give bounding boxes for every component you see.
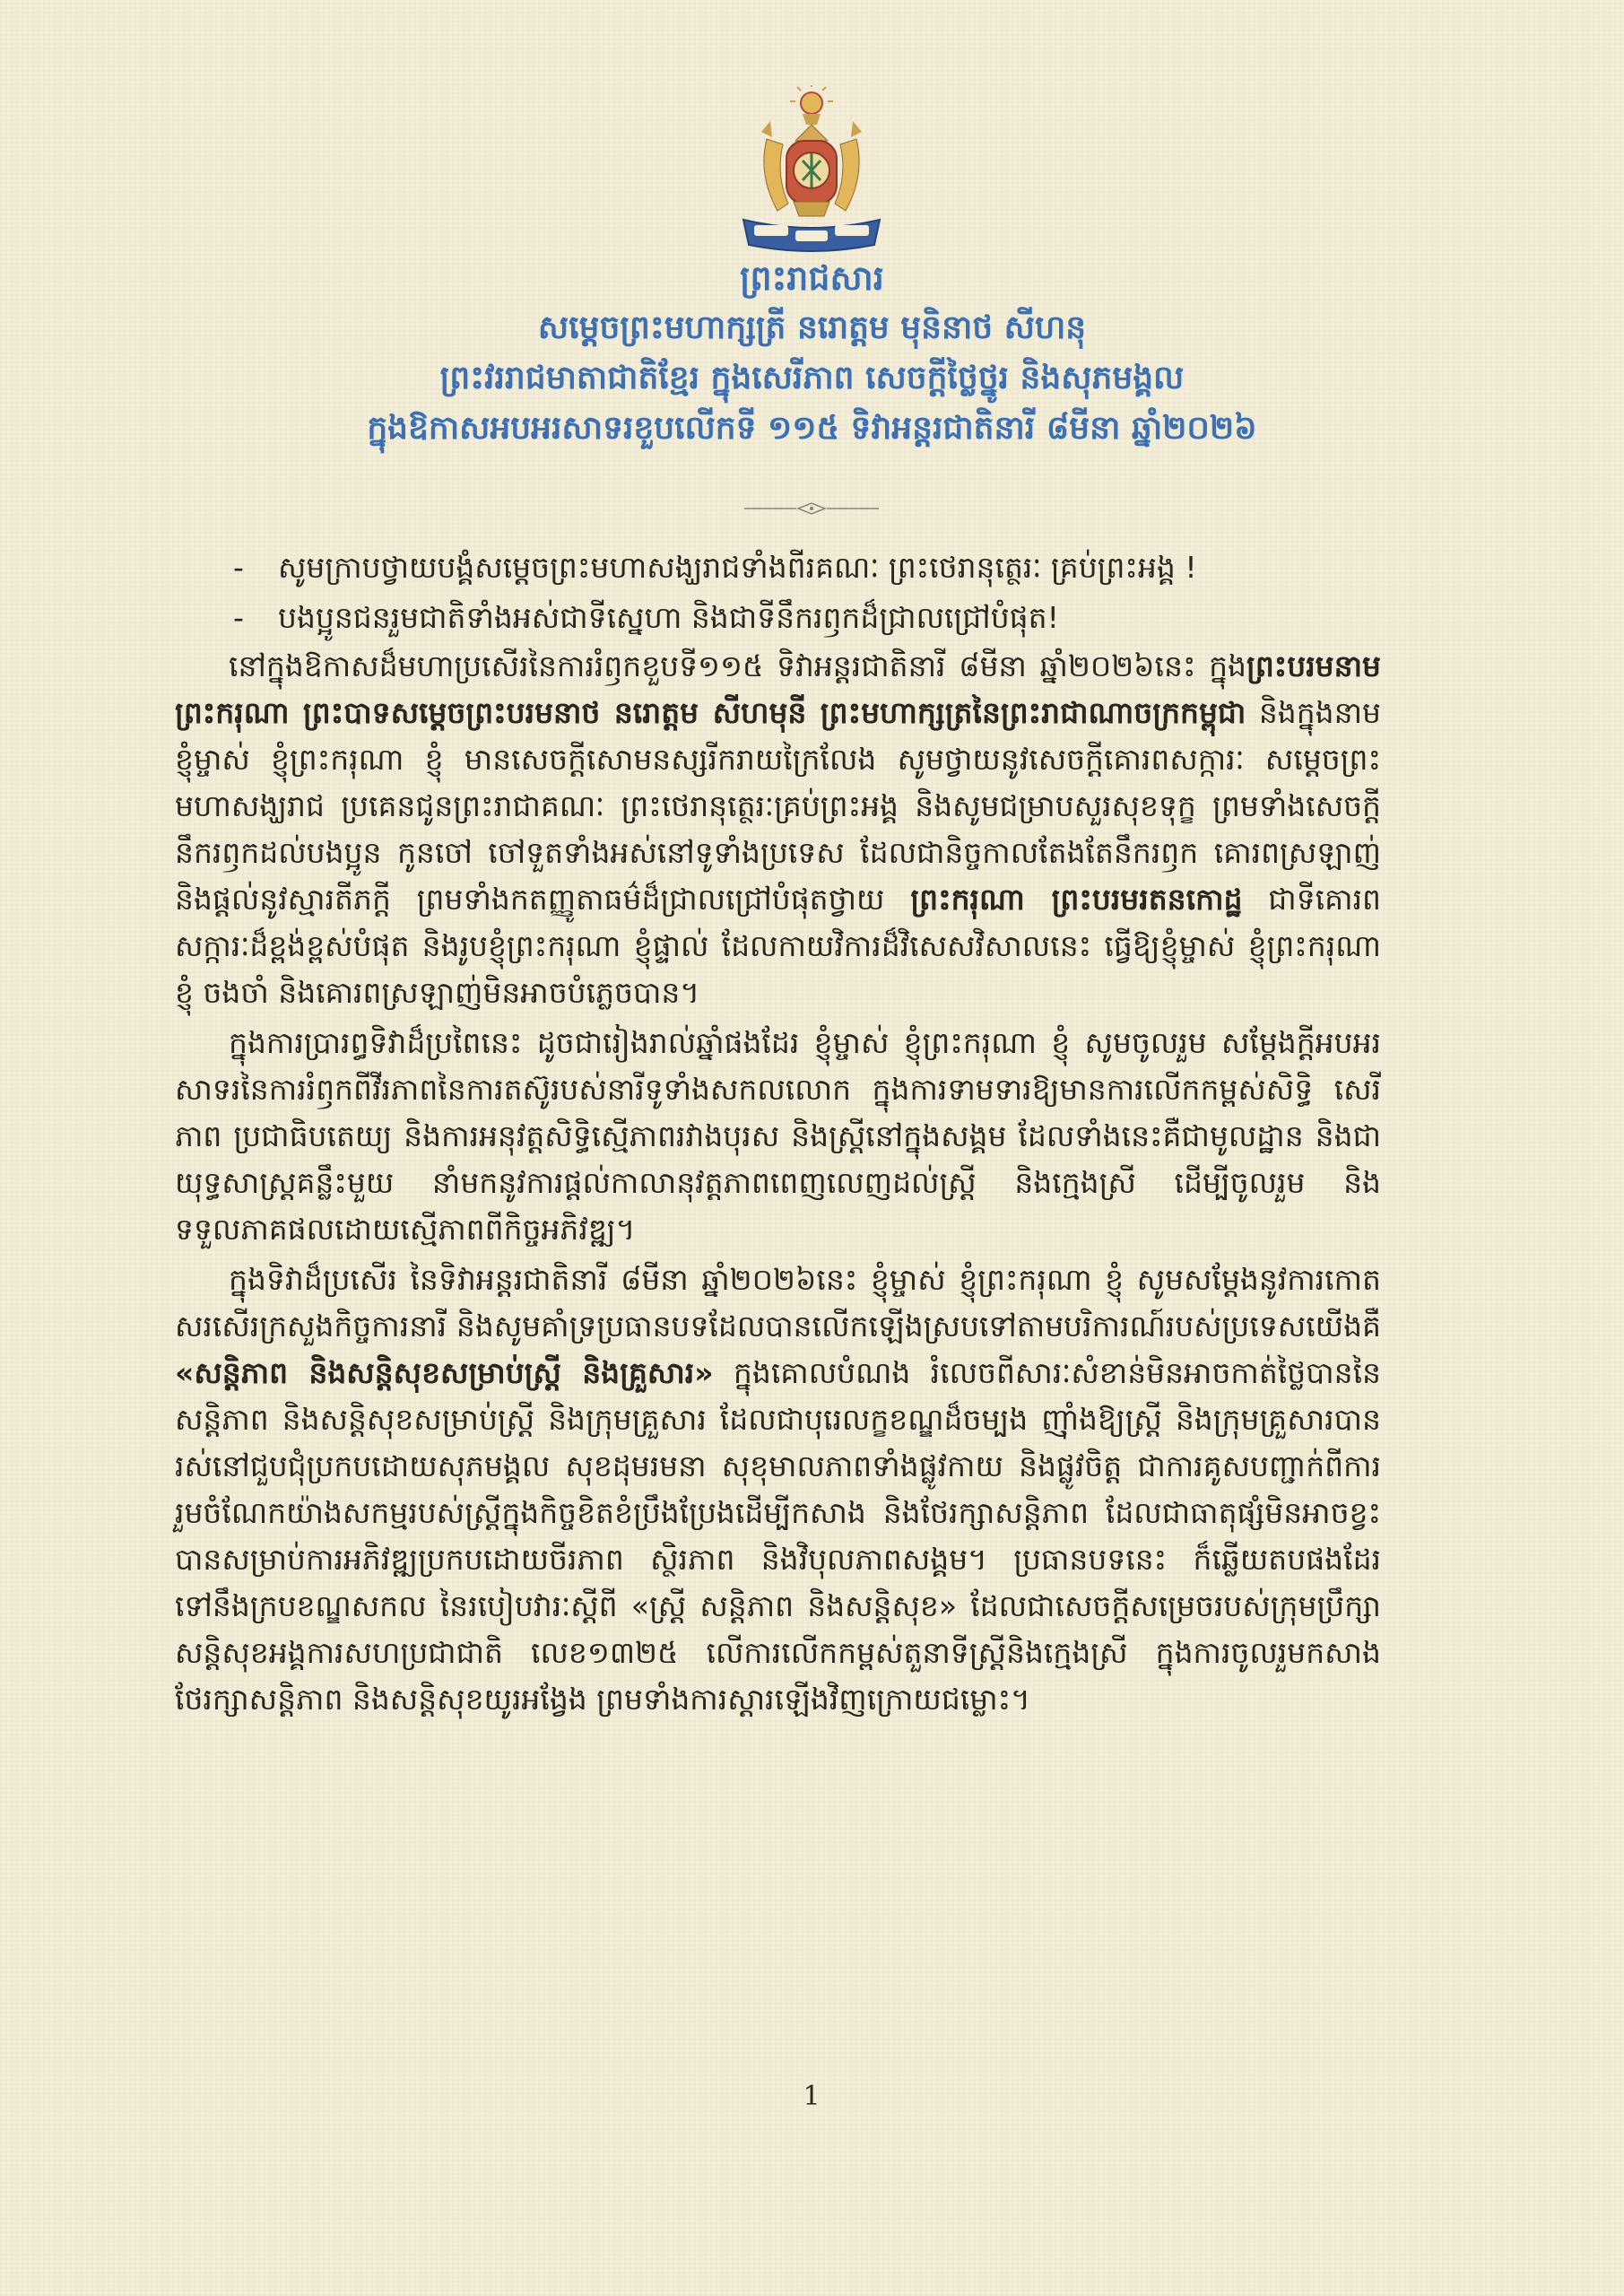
heading-sender-title: ព្រះវររាជមាតាជាតិខ្មែរ ក្នុងសេរីភាព សេចក្តីថ្លៃថ្នូរ និងសុភមង្គល (439, 360, 1185, 396)
heading-occasion: ក្នុងឱកាសអបអរសាទរខួបលើកទី ១១៥ ទិវាអន្តរជាតិនារី ៨មីនា ឆ្នាំ២០២៦ (367, 410, 1257, 447)
paragraph-text: ជាទីគោរពសក្ការៈដ៏ខ្ពង់ខ្ពស់បំផុត និងរូបខ្ញុំព្រះករុណា ខ្ញុំផ្ទាល់ ដែលកាយវិការដ៏វិសេសវិសាលនេះ ធ្វើឱ្យខ្ញុំម្ចាស់ ខ្ញុំព្រះករុណា ខ្ញុំ ចងចាំ និងគោរពស្រឡាញ់មិនអាចបំភ្លេចបាន។ (175, 882, 1381, 1010)
ornamental-divider (744, 501, 879, 516)
salutation-text: បងប្អូនជនរួមជាតិទាំងអស់ជាទីស្នេហា និងជាទីនឹករឭកដ៏ជ្រាលជ្រៅបំផុត! (278, 600, 1059, 635)
heading-sender: សម្តេចព្រះមហាក្សត្រី នរោត្តម មុនិនាថ សីហនុ (537, 309, 1087, 346)
salutation-monks: - សូមក្រាបថ្វាយបង្គំសម្តេចព្រះមហាសង្ឃរាជទាំងពីរគណៈ ព្រះថេរានុត្ថេរៈ គ្រប់ព្រះអង្គ ! (233, 550, 1197, 585)
paragraph-text: នៅក្នុងឱកាសដ៏មហាប្រសើរនៃការរំឭកខួបទី១១៥ ទិវាអន្តរជាតិនារី ៨មីនា ឆ្នាំ២០២៦នេះ ក្នុង (229, 648, 1246, 683)
paragraph-3 (175, 1257, 1381, 1723)
sun-rays (790, 85, 833, 114)
king-father-bold: ព្រះករុណា ព្រះបរមរតនកោដ្ឋ (910, 882, 1243, 917)
salutation-text: សូមក្រាបថ្វាយបង្គំសម្តេចព្រះមហាសង្ឃរាជទាំងពីរគណៈ ព្រះថេរានុត្ថេរៈ គ្រប់ព្រះអង្គ ! (278, 550, 1197, 585)
paragraph-text: ក្នុងទិវាដ៏ប្រសើរ នៃទិវាអន្តរជាតិនារី ៨មីនា ឆ្នាំ២០២៦នេះ ខ្ញុំម្ចាស់ ខ្ញុំព្រះករុណា ខ្ញុំ សូមសម្តែងនូវការកោតសរសើរក្រសួងកិច្ចការនារី និងសូមគាំទ្រប្រធានបទដែលបានលើកឡើងស្របទៅតាមបរិការណ៍របស់ប្រទេសយើងគឺ (175, 1262, 1381, 1344)
salutation-compatriots: - បងប្អូនជនរួមជាតិទាំងអស់ជាទីស្នេហា និងជាទីនឹករឭកដ៏ជ្រាលជ្រៅបំផុត! (233, 600, 1059, 635)
heading-title: ព្រះរាជសារ (740, 258, 884, 298)
paragraph-2: ក្នុងការប្រារព្ធទិវាដ៏ប្រពៃនេះ ដូចជារៀងរាល់ឆ្នាំផងដែរ ខ្ញុំម្ចាស់ ខ្ញុំព្រះករុណា ខ្ញុំ សូមចូលរួម សម្តែងក្តីអបអរសាទរនៃការរំឭកពីវីរភាពនៃការតស៊ូរបស់នារីទូទាំងសកលលោក ក្នុងការទាមទារឱ្យមានការលើកកម្ពស់សិទ្ធិ សេរីភាព ប្រជាធិបតេយ្យ និងការអនុវត្តសិទ្ធិស្មើភាពរវាងបុរស និងស្ត្រីនៅក្នុងសង្គម ដែលទាំងនេះគឺជាមូលដ្ឋាន និងជាយុទ្ធសាស្ត្រគន្លឹះមួយ នាំមកនូវការផ្តល់កាលានុវត្តភាពពេញលេញដល់ស្ត្រី និងក្មេងស្រី ដើម្បីចូលរួម និងទទួលភាគផលដោយស្មើភាពពីកិច្ចអភិវឌ្ឍ។ (175, 1025, 1381, 1247)
letter-heading (126, 253, 1498, 454)
paragraph-text: ក្នុងគោលបំណង រំលេចពីសារៈសំខាន់មិនអាចកាត់ថ្លៃបាននៃសន្តិភាព និងសន្តិសុខសម្រាប់ស្ត្រី និងក្រុមគ្រួសារ ដែលជាបុរេលក្ខខណ្ឌដ៏ចម្បង ញ៉ាំងឱ្យស្ត្រី និងក្រុមគ្រួសារបានរស់នៅជួបជុំប្រកបដោយសុភមង្គល សុខដុមរមនា សុខុមាលភាពទាំងផ្លូវកាយ និងផ្លូវចិត្ត ជាការគូសបញ្ជាក់ពីការរួមចំណែកយ៉ាងសកម្មរបស់ស្ត្រីក្នុងកិច្ចខិតខំប្រឹងប្រែងដើម្បីកសាង និងថែរក្សាសន្តិភាព ដែលជាធាតុផ្សំមិនអាចខ្វះបានសម្រាប់ការអភិវឌ្ឍប្រកបដោយចីរភាព ស្ថិរភាព និងវិបុលភាពសង្គម។ ប្រធានបទនេះ ក៏ឆ្លើយតបផងដែរទៅនឹងក្របខណ្ឌសកល នៃរបៀបវារៈស្តីពី «ស្ត្រី សន្តិភាព និងសន្តិសុខ» ដែលជាសេចក្តីសម្រេចរបស់ក្រុមប្រឹក្សាសន្តិសុខអង្គការសហប្រជាជាតិ លេខ១៣២៥ លើការលើកកម្ពស់តួនាទីស្ត្រីនិងក្មេងស្រី ក្នុងការចូលរួមកសាង ថែរក្សាសន្តិភាព និងសន្តិសុខយូរអង្វែង ព្រមទាំងការស្តារឡើងវិញក្រោយជម្លោះ។ (175, 1355, 1381, 1717)
royal-arms-emblem (731, 85, 892, 256)
theme-bold: «សន្តិភាព និងសន្តិសុខសម្រាប់ស្ត្រី និងគ្រួសារ» (175, 1355, 714, 1390)
paragraph-1 (175, 643, 1381, 1016)
paragraph-text: និងក្នុងនាមខ្ញុំម្ចាស់ ខ្ញុំព្រះករុណា ខ្ញុំ មានសេចក្តីសោមនស្សរីករាយក្រៃលែង សូមថ្វាយនូវសេចក្តីគោរពសក្ការៈ សម្តេចព្រះមហាសង្ឃរាជ ប្រគេនជូនព្រះរាជាគណៈ ព្រះថេរានុត្ថេរៈគ្រប់ព្រះអង្គ និងសូមជម្រាបសួរសុខទុក្ខ ព្រមទាំងសេចក្តីនឹករឭកដល់បងប្អូន កូនចៅ ចៅទួតទាំងអស់នៅទូទាំងប្រទេស ដែលជានិច្ចកាលតែងតែនឹករឭក គោរពស្រឡាញ់ និងផ្តល់នូវស្មារតីភក្តី ព្រមទាំងកតញ្ញូតាធម៌ដ៏ជ្រាលជ្រៅបំផុតថ្វាយ (175, 695, 1381, 917)
page-number: 1 (803, 2081, 821, 2112)
letter-body (175, 543, 1381, 1723)
king-name-bold: ព្រះបរមនាមព្រះករុណា ព្រះបាទសម្តេចព្រះបរមនាថ នរោត្តម សីហមុនី ព្រះមហាក្សត្រនៃព្រះរាជាណាចក្រកម្ពុជា (175, 648, 1381, 730)
